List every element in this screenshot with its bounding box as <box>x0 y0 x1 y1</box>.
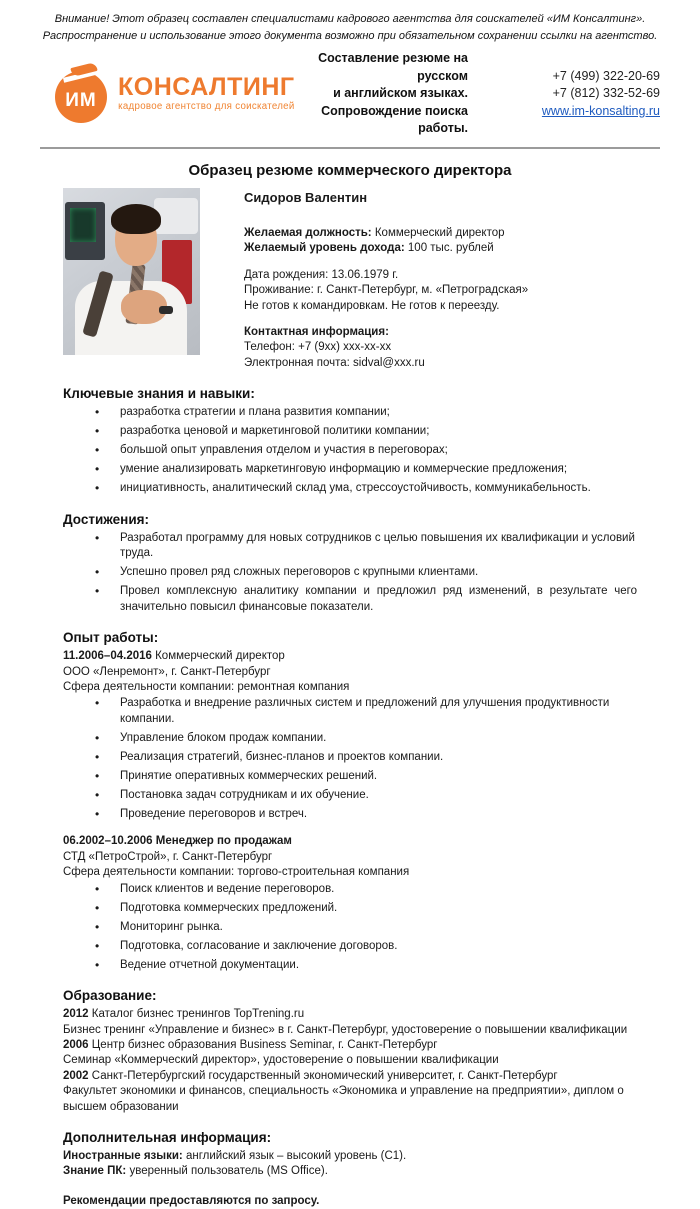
list-item: • Управление блоком продаж компании. <box>120 731 637 747</box>
education-place: Санкт-Петербургский государственный экономический университет, г. Санкт-Петербург <box>91 1069 558 1082</box>
education-place: Центр бизнес образования Business Seminar, г. Санкт-Петербург <box>91 1039 438 1051</box>
job-sphere: Сфера деятельности компании: торгово-строительная компания <box>63 866 410 879</box>
languages-label: Иностранные языки: <box>63 1150 183 1163</box>
list-item: • разработка ценовой и маркетинговой политики компании; <box>120 424 637 440</box>
experience-heading: Опыт работы: <box>63 630 159 646</box>
list-item: • Принятие оперативных коммерческих решений. <box>120 769 637 785</box>
agency-website-link[interactable]: www.im-konsalting.ru <box>541 103 660 118</box>
job-entry <box>63 649 637 822</box>
education-detail: Факультет экономики и финансов, специальность «Экономика и управление на предприятии», диплом о высшем образовании <box>63 1085 624 1113</box>
list-item: • Поиск клиентов и ведение переговоров. <box>120 882 637 898</box>
agency-logo <box>55 65 307 123</box>
education-entry <box>63 1038 637 1053</box>
pc-skills-value: уверенный пользователь (MS Office). <box>129 1165 328 1178</box>
logo-brand-name: КОНСАЛТИНГ <box>118 73 295 102</box>
education-entry <box>63 1069 637 1084</box>
list-item: • Мониторинг рынка. <box>120 920 637 936</box>
candidate-name: Сидоров Валентин <box>244 189 368 205</box>
birth-date: Дата рождения: 13.06.1979 г. <box>244 268 399 281</box>
candidate-profile <box>63 188 637 372</box>
service-line: Составление резюме на русском <box>318 51 468 83</box>
pc-skills-label: Знание ПК: <box>63 1165 127 1178</box>
skills-heading: Ключевые знания и навыки: <box>63 386 255 402</box>
list-item: • разработка стратегии и плана развития компании; <box>120 405 637 421</box>
contact-header: Контактная информация: <box>244 326 389 339</box>
disclaimer-line-1: Внимание! Этот образец составлен специалистами кадрового агентства для соискателей «ИМ Консалтинг». <box>54 13 646 25</box>
personal-block <box>244 268 528 314</box>
job-entry <box>63 834 637 973</box>
list-item: • Успешно провел ряд сложных переговоров с крупными клиентами. <box>120 565 637 581</box>
list-item: • Разработал программу для новых сотрудников с целью повышения их квалификации и условий труда. <box>120 531 637 562</box>
candidate-info <box>244 188 528 372</box>
agency-phone-2: +7 (812) 332-52-69 <box>552 86 660 100</box>
logo-tagline: кадровое агентство для соискателей <box>118 101 295 113</box>
residence: Проживание: г. Санкт-Петербург, м. «Петроградская» <box>244 284 529 297</box>
section-additional <box>63 1130 637 1209</box>
additional-heading: Дополнительная информация: <box>63 1130 272 1146</box>
section-achievements <box>63 512 637 616</box>
achievements-heading: Достижения: <box>63 511 149 527</box>
candidate-email: Электронная почта: sidval@xxx.ru <box>244 356 425 369</box>
disclaimer-line-2: Распространение и использование этого документа возможно при обязательном сохранении ссылки на агентство. <box>42 30 658 42</box>
recommendations-note: Рекомендации предоставляются по запросу. <box>63 1194 320 1207</box>
list-item: • большой опыт управления отделом и участия в переговорах; <box>120 443 637 459</box>
education-detail: Бизнес тренинг «Управление и бизнес» в г. Санкт-Петербург, удостоверение о повышении квалификации <box>63 1023 628 1036</box>
languages-value: английский язык – высокий уровень (C1). <box>185 1150 407 1163</box>
agency-logo-icon <box>55 65 111 123</box>
job-company: СТД «ПетроСтрой», г. Санкт-Петербург <box>63 850 273 863</box>
disclaimer-notice <box>0 0 700 45</box>
candidate-phone: Телефон: +7 (9хх) ххх-хх-хх <box>244 341 392 354</box>
list-item: • Реализация стратегий, бизнес-планов и проектов компании. <box>120 750 637 766</box>
education-place: Каталог бизнес тренингов TopTrening.ru <box>91 1008 305 1021</box>
desired-income-label: Желаемый уровень дохода: <box>244 242 405 255</box>
list-item: • Подготовка, согласование и заключение договоров. <box>120 939 637 955</box>
desired-position-value: Коммерческий директор <box>374 227 505 239</box>
agency-header <box>55 50 660 138</box>
candidate-photo <box>63 188 200 355</box>
agency-phone-1: +7 (499) 322-20-69 <box>552 68 660 83</box>
list-item: • Постановка задач сотрудникам и их обучение. <box>120 788 637 804</box>
job-title: Коммерческий директор <box>155 650 285 663</box>
contact-block <box>244 325 528 371</box>
page-title: Образец резюме коммерческого директора <box>188 161 512 179</box>
desired-income-value: 100 тыс. рублей <box>407 242 494 255</box>
list-item: • инициативность, аналитический склад ума, стрессоустойчивость, коммуникабельность. <box>120 481 637 497</box>
list-item: • Провел комплексную аналитику компании и предложил ряд изменений, в результате чего значительно повысил финансовые показатели. <box>120 584 637 615</box>
header-divider <box>40 147 660 149</box>
agency-services <box>307 50 468 138</box>
list-item: • Подготовка коммерческих предложений. <box>120 901 637 917</box>
list-item: • Проведение переговоров и встреч. <box>120 807 637 823</box>
list-item: • Разработка и внедрение различных систем и предложений для улучшения продуктивности компании. <box>120 696 637 727</box>
job-duties-list <box>63 696 637 822</box>
achievements-list <box>63 531 637 616</box>
desired-block <box>244 226 528 257</box>
service-line: и английском языках. <box>333 86 468 100</box>
agency-contacts <box>500 68 660 121</box>
job-period: 11.2006–04.2016 <box>63 650 152 663</box>
job-sphere: Сфера деятельности компании: ремонтная компания <box>63 681 350 694</box>
service-line: Сопровождение поиска работы. <box>321 103 468 135</box>
desired-position-label: Желаемая должность: <box>244 227 372 239</box>
job-period: 06.2002–10.2006 <box>63 835 153 848</box>
education-year: 2006 <box>63 1039 89 1051</box>
job-company: ООО «Ленремонт», г. Санкт-Петербург <box>63 665 271 678</box>
education-year: 2012 <box>63 1008 89 1021</box>
section-experience <box>63 630 637 973</box>
list-item: • Ведение отчетной документации. <box>120 958 637 974</box>
education-year: 2002 <box>63 1069 89 1082</box>
skills-list <box>63 405 637 497</box>
education-entry <box>63 1007 637 1022</box>
list-item: • умение анализировать маркетинговую информацию и коммерческие предложения; <box>120 462 637 478</box>
section-education <box>63 988 637 1115</box>
education-detail: Семинар «Коммерческий директор», удостоверение о повышении квалификации <box>63 1054 499 1067</box>
logo-monogram: ИМ <box>65 89 97 111</box>
job-title: Менеджер по продажам <box>155 835 292 848</box>
job-duties-list <box>63 882 637 974</box>
education-heading: Образование: <box>63 988 157 1004</box>
section-skills <box>63 386 637 497</box>
mobility: Не готов к командировкам. Не готов к переезду. <box>244 299 500 312</box>
